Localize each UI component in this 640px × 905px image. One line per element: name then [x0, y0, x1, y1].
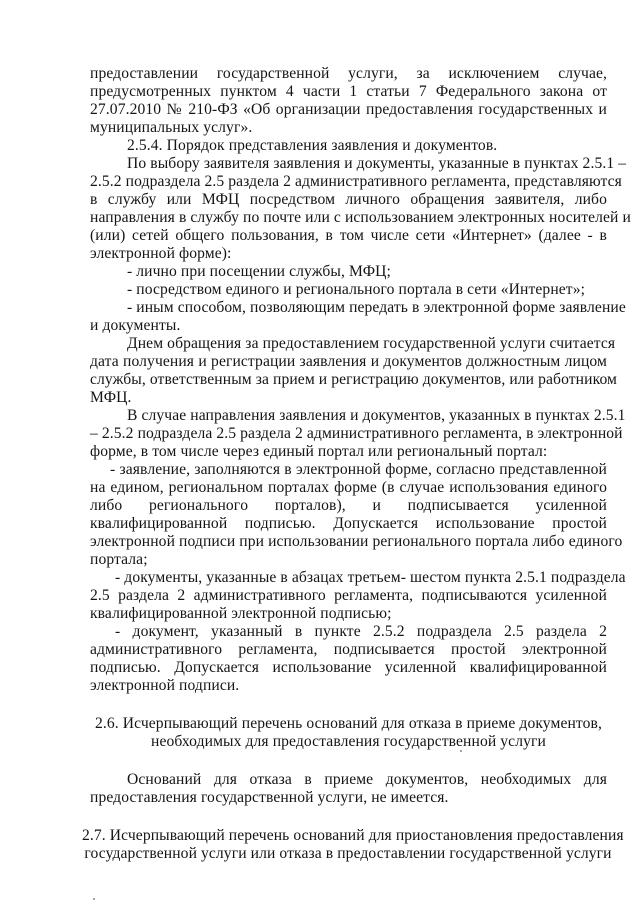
text-line: административного регламента, подписывается простой электронной: [90, 641, 607, 658]
scan-speck: [93, 898, 95, 900]
text-line: портала;: [90, 551, 148, 568]
text-line: - заявление, заполняются в электронной форме, согласно представленной: [110, 461, 607, 478]
text-line: 2.7. Исчерпывающий перечень оснований для приостановления предоставления: [82, 827, 624, 844]
text-line: МФЦ.: [90, 389, 132, 406]
text-line: направления в службу по почте или с использованием электронных носителей и: [90, 209, 631, 226]
text-line: Днем обращения за предоставлением государственной услуги считается: [127, 335, 616, 352]
text-line: Оснований для отказа в приеме документов, необходимых для: [127, 771, 607, 788]
text-line: предоставления государственной услуги, не имеется.: [90, 789, 449, 806]
text-line: - документ, указанный в пункте 2.5.2 подраздела 2.5 раздела 2: [115, 623, 607, 640]
text-line: электронной подписи.: [90, 677, 240, 694]
text-line: - документы, указанные в абзацах третьем- шестом пункта 2.5.1 подраздела: [115, 569, 626, 586]
text-line: предусмотренных пунктом 4 части 1 статьи 7 Федерального закона от: [90, 83, 607, 100]
text-line: на едином, региональном порталах форме (в случае использования единого: [90, 479, 607, 496]
text-line: государственной услуги или отказа в предоставлении государственной услуги: [84, 845, 612, 862]
text-line: службы, ответственным за прием и регистрацию документов, или работником: [90, 371, 618, 388]
text-line: предоставлении государственной услуги, за исключением случае,: [90, 65, 607, 82]
text-line: в службу или МФЦ посредством личного обращения заявителя, либо: [90, 191, 607, 208]
text-line: квалифицированной электронной подписью;: [90, 605, 392, 622]
text-line: (или) сетей общего пользования, в том числе сети «Интернет» (далее - в: [90, 227, 607, 244]
text-line: подписью. Допускается использование усиленной квалифицированной: [90, 659, 607, 676]
text-line: либо региональногo порталов), и подписывается усиленной: [90, 497, 607, 514]
text-line: квалифицированной подписью. Допускается использование простой: [90, 515, 607, 532]
text-line: В случае направления заявления и документов, указанных в пунктах 2.5.1: [127, 407, 626, 424]
text-line: форме, в том числе через единый портал или региональный портал:: [90, 443, 548, 460]
text-line: - лично при посещении службы, МФЦ;: [127, 263, 391, 280]
scan-speck: [460, 750, 462, 752]
text-line: 2.6. Исчерпывающий перечень оснований для отказа в приеме документов,: [94, 715, 602, 732]
text-line: 2.5.4. Порядок представления заявления и документов.: [127, 137, 498, 154]
text-line: и документы.: [90, 317, 181, 334]
text-line: - посредством единого и регионального портала в сети «Интернет»;: [127, 281, 586, 298]
text-line: По выбору заявителя заявления и документы, указанные в пунктах 2.5.1 –: [127, 155, 627, 172]
text-line: электронной подписи при использовании регионального портала либо единого: [90, 533, 623, 550]
text-line: 2.5.2 подраздела 2.5 раздела 2 административного регламента, представляются: [90, 173, 622, 190]
text-line: муниципальных услуг».: [90, 119, 253, 136]
text-line: 2.5 раздела 2 административного регламента, подписываются усиленной: [90, 587, 607, 604]
text-line: 27.07.2010 № 210-ФЗ «Об организации предоставления государственных и: [90, 101, 607, 118]
text-line: необходимых для предоставления государственной услуги: [151, 733, 546, 750]
text-line: электронной форме):: [90, 245, 232, 262]
text-line: – 2.5.2 подраздела 2.5 раздела 2 административного регламента, в электронной: [90, 425, 623, 442]
text-line: - иным способом, позволяющим передать в электронной форме заявление: [127, 299, 626, 316]
text-line: дата получения и регистрации заявления и документов должностным лицом: [90, 353, 607, 370]
